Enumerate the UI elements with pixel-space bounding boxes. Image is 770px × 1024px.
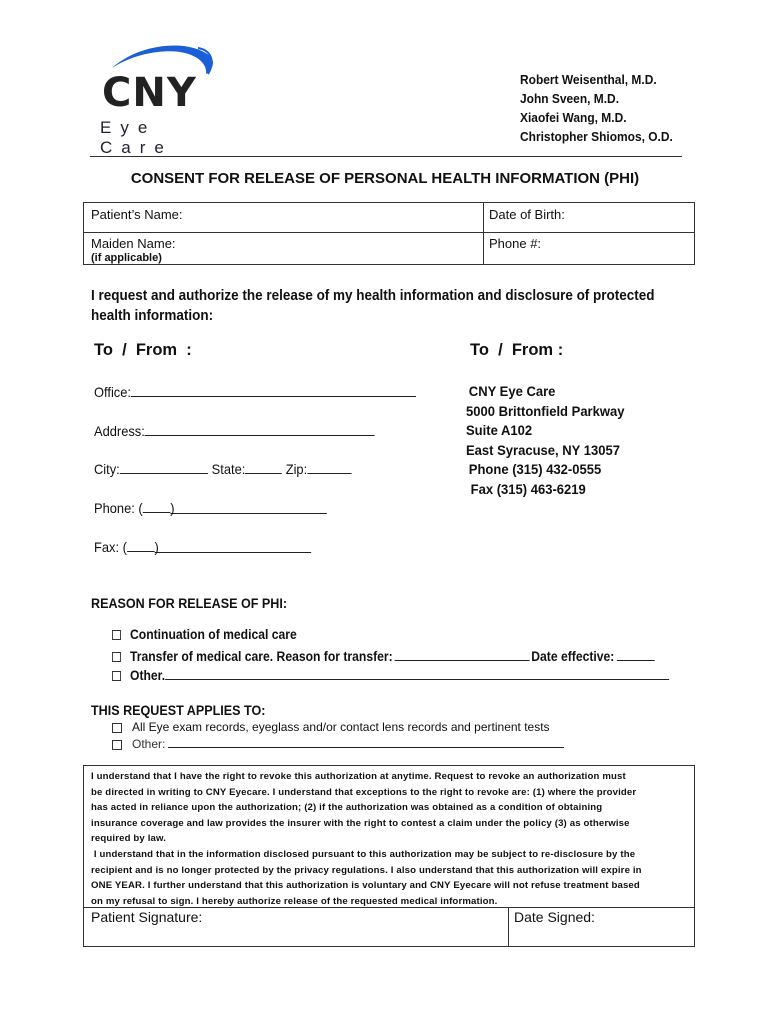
office-line[interactable] bbox=[131, 383, 416, 397]
checkbox[interactable] bbox=[112, 652, 121, 662]
to-from-heading-right: To / From : bbox=[470, 341, 564, 359]
zip-line[interactable] bbox=[307, 460, 351, 474]
legal-line: ONE YEAR. I further understand that this authorization is voluntary and CNY Eyecare will not refuse treatment based bbox=[91, 880, 640, 892]
cny-address-line: 5000 Brittonfield Parkway bbox=[466, 402, 625, 419]
cny-address-line: CNY Eye Care bbox=[468, 383, 556, 399]
legal-line: insurance coverage and law provides the insurer with the right to contest a claim under the policy (3) as otherwise bbox=[91, 817, 630, 829]
reason-heading: REASON FOR RELEASE OF PHI: bbox=[91, 596, 288, 611]
reason-option-other[interactable] bbox=[112, 666, 669, 683]
phone-field[interactable]: Phone #: bbox=[489, 236, 542, 251]
city-label: City: bbox=[94, 461, 120, 477]
applies-heading: THIS REQUEST APPLIES TO: bbox=[91, 703, 266, 718]
date-effective-label: Date effective: bbox=[531, 649, 615, 664]
legal-line: has acted in reliance upon the authorization; (2) if the authorization was obtained as a condition of obtaining bbox=[91, 802, 603, 814]
patient-info-box bbox=[83, 202, 695, 265]
page-title: CONSENT FOR RELEASE OF PERSONAL HEALTH INFORMATION (PHI) bbox=[130, 170, 640, 187]
fax-number-line[interactable]: ) bbox=[155, 539, 311, 553]
fax-area-line[interactable] bbox=[127, 538, 155, 552]
office-field[interactable] bbox=[94, 383, 416, 400]
signature-column-divider bbox=[508, 907, 509, 946]
legal-line: I understand that I have the right to revoke this authorization at anytime. Request to revoke an authorization must bbox=[91, 771, 626, 782]
option-label: Transfer of medical care. Reason for transfer: bbox=[130, 649, 393, 664]
legal-line: be directed in writing to CNY Eyecare. I understand that exceptions to the right to revoke are: (1) where the provider bbox=[91, 786, 637, 798]
city-state-zip-field[interactable] bbox=[94, 460, 351, 477]
doctor-name: Robert Weisenthal, M.D. bbox=[520, 72, 657, 87]
doctor-name: Xiaofei Wang, M.D. bbox=[520, 110, 627, 125]
phone-area-line[interactable] bbox=[143, 499, 171, 513]
maiden-note: (if applicable) bbox=[91, 252, 162, 264]
applies-option-all[interactable] bbox=[112, 720, 550, 734]
transfer-reason-line[interactable] bbox=[394, 647, 529, 661]
date-signed-field[interactable]: Date Signed: bbox=[514, 909, 595, 925]
request-statement: I request and authorize the release of my health information and disclosure of protected health information: bbox=[91, 288, 655, 324]
reason-option-continuation[interactable] bbox=[112, 627, 297, 642]
checkbox[interactable] bbox=[112, 740, 122, 750]
to-from-heading-left: To / From : bbox=[94, 341, 192, 359]
cny-address-block bbox=[466, 382, 624, 499]
cny-logo bbox=[98, 38, 228, 157]
patient-name-field[interactable]: Patient’s Name: bbox=[91, 207, 183, 222]
office-label: Office: bbox=[94, 384, 131, 400]
option-label: All Eye exam records, eyeglass and/or contact lens records and pertinent tests bbox=[132, 720, 550, 734]
reason-option-transfer[interactable] bbox=[112, 647, 655, 664]
doctor-list bbox=[520, 70, 704, 146]
legal-line: required by law. bbox=[91, 833, 167, 845]
option-label: Other: bbox=[132, 737, 166, 751]
option-label: Other. bbox=[130, 668, 166, 683]
logo-subtitle: Eye Care bbox=[100, 118, 173, 157]
cny-address-line: Fax (315) 463-6219 bbox=[470, 480, 586, 497]
header-divider bbox=[90, 156, 682, 157]
option-label: Continuation of medical care bbox=[130, 627, 297, 642]
row-divider bbox=[84, 232, 694, 233]
legal-signature-box bbox=[83, 765, 695, 947]
signature-divider bbox=[84, 907, 694, 908]
checkbox[interactable] bbox=[112, 671, 121, 681]
checkbox[interactable] bbox=[112, 723, 122, 733]
checkbox[interactable] bbox=[112, 630, 121, 640]
doctor-name: Christopher Shiomos, O.D. bbox=[520, 129, 673, 144]
fax-line-field[interactable] bbox=[94, 538, 311, 555]
column-divider bbox=[483, 203, 484, 264]
legal-text bbox=[91, 769, 691, 909]
state-line[interactable] bbox=[245, 460, 282, 474]
date-effective-line[interactable] bbox=[617, 647, 655, 661]
cny-address-line: Phone (315) 432-0555 bbox=[468, 461, 602, 477]
cny-address-line: East Syracuse, NY 13057 bbox=[466, 441, 620, 458]
state-label: State: bbox=[211, 461, 246, 477]
maiden-name-field[interactable]: Maiden Name: bbox=[91, 236, 176, 251]
applies-other-line[interactable] bbox=[168, 737, 564, 748]
doctor-name: John Sveen, M.D. bbox=[520, 91, 620, 106]
logo-brand: CNY bbox=[102, 70, 197, 116]
city-line[interactable] bbox=[120, 460, 208, 474]
fax-label: Fax: ( bbox=[94, 539, 127, 555]
phone-label: Phone: ( bbox=[94, 500, 143, 516]
phone-line-field[interactable] bbox=[94, 499, 327, 516]
dob-field[interactable]: Date of Birth: bbox=[489, 207, 565, 222]
address-line[interactable] bbox=[145, 422, 375, 436]
applies-option-other[interactable] bbox=[112, 737, 564, 751]
address-field[interactable] bbox=[94, 422, 375, 439]
patient-signature-field[interactable]: Patient Signature: bbox=[91, 909, 203, 925]
other-reason-line[interactable] bbox=[165, 666, 669, 680]
legal-line: recipient and is no longer protected by the privacy regulations. I also understand that this authorization will expire in bbox=[91, 864, 642, 876]
phone-number-line[interactable]: ) bbox=[170, 500, 326, 514]
zip-label: Zip: bbox=[285, 461, 308, 477]
cny-address-line: Suite A102 bbox=[466, 422, 533, 438]
address-label: Address: bbox=[94, 423, 145, 439]
legal-line: I understand that in the information disclosed pursuant to this authorization may be subject to re-disclosure by the bbox=[91, 848, 636, 860]
legal-line: on my refusal to sign. I hereby authorize release of the requested medical information. bbox=[91, 895, 498, 907]
